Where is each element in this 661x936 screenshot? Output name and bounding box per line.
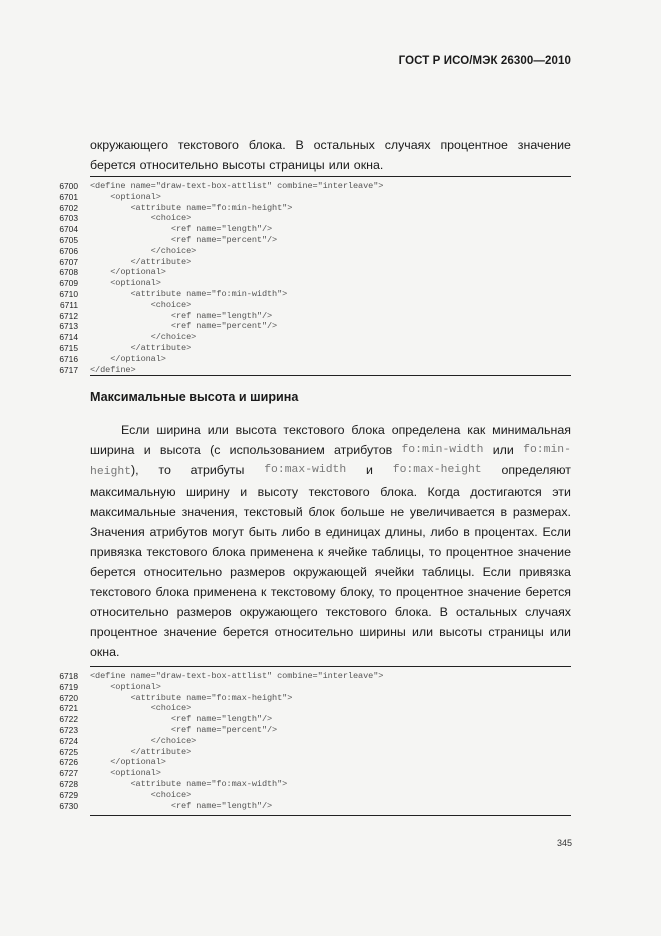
code-line	[52, 768, 572, 779]
word: в	[463, 525, 470, 539]
word: ячейки	[374, 565, 415, 579]
text-line	[90, 460, 571, 482]
intro-paragraph	[90, 135, 571, 175]
code-top-rule-2	[90, 666, 571, 667]
line-number: 6714	[59, 332, 78, 343]
line-number: 6712	[59, 310, 78, 321]
text-line	[90, 562, 571, 582]
word: значение	[517, 545, 571, 559]
word: применена	[249, 545, 314, 559]
word: блока.	[380, 485, 418, 499]
word: относительно	[139, 158, 219, 172]
code-text: </choice>	[90, 735, 197, 746]
word: берется	[90, 565, 136, 579]
code-line	[52, 714, 572, 725]
body-paragraph	[90, 420, 571, 662]
code-line	[52, 311, 572, 322]
word: ширина	[156, 423, 201, 437]
line-number: 6720	[59, 692, 78, 703]
code-text: </attribute>	[90, 256, 192, 267]
word: и	[240, 485, 248, 499]
word: текстовый	[243, 505, 303, 519]
text-line	[90, 622, 571, 642]
word: атрибуты	[190, 463, 245, 477]
word: окружающего	[90, 138, 168, 152]
line-number: 6707	[59, 256, 78, 267]
word: значение	[467, 585, 521, 599]
word: ячейке	[327, 545, 368, 559]
word: и	[366, 463, 373, 477]
word: текстового	[177, 138, 239, 152]
code-text: </optional>	[90, 757, 166, 768]
code-line	[52, 257, 572, 268]
code-text: </optional>	[90, 267, 166, 278]
code-line	[52, 203, 572, 214]
line-number: 6709	[59, 278, 78, 289]
word: ширина	[90, 443, 135, 457]
word: блоку,	[339, 585, 375, 599]
word: (с	[210, 443, 221, 457]
word: в	[500, 505, 508, 519]
line-number: 6703	[59, 213, 78, 224]
code-line	[52, 278, 572, 289]
line-number: 6726	[59, 757, 78, 768]
code-line	[52, 671, 572, 682]
code-bottom-rule-2	[90, 815, 571, 816]
code-text: </optional>	[90, 353, 166, 364]
word: высоты	[439, 625, 483, 639]
word: Если	[482, 565, 512, 579]
word: height),	[90, 463, 139, 478]
word: процентах.	[474, 525, 538, 539]
word: блока	[212, 545, 246, 559]
word: привязка	[518, 565, 571, 579]
word: ширины	[359, 625, 406, 639]
code-text: <define name="draw-text-box-attlist" combine="interleave">	[90, 671, 384, 681]
line-number: 6719	[59, 681, 78, 692]
line-number: 6721	[59, 703, 78, 714]
code-text: </define>	[90, 364, 136, 375]
code-line	[52, 213, 572, 224]
code-text: <ref name="length"/>	[90, 310, 273, 321]
word: относительно	[143, 565, 223, 579]
word: размерах.	[512, 505, 571, 519]
word: то	[379, 585, 392, 599]
code-text: <ref name="length"/>	[90, 800, 273, 811]
word: или	[411, 625, 434, 639]
word: увеличивается	[409, 505, 495, 519]
line-number: 6730	[59, 800, 78, 811]
word: процентное	[440, 138, 508, 152]
code-line	[52, 747, 572, 758]
code-line	[52, 736, 572, 747]
word: к	[261, 585, 267, 599]
word: атрибутов	[334, 443, 393, 457]
text-line	[90, 135, 571, 155]
code-line	[52, 192, 572, 203]
word: таблицы,	[371, 545, 425, 559]
word: блока	[351, 423, 385, 437]
word: берется	[90, 158, 136, 172]
text-line	[90, 440, 571, 460]
word: привязка	[90, 545, 142, 559]
line-number: 6711	[59, 299, 78, 310]
word: текстового	[325, 605, 387, 619]
word: высота	[235, 423, 277, 437]
line-number: 6722	[59, 714, 78, 725]
code-line	[52, 703, 572, 714]
text-line	[90, 420, 571, 440]
word: значение	[163, 625, 217, 639]
code-line	[52, 332, 572, 343]
word: ширину	[186, 485, 230, 499]
word: длины,	[385, 525, 426, 539]
code-text: <choice>	[90, 213, 192, 224]
code-text: </attribute>	[90, 746, 192, 757]
word: значения,	[181, 505, 238, 519]
word: высота	[159, 443, 201, 457]
code-text: <choice>	[90, 703, 192, 714]
word: случаях	[384, 138, 431, 152]
line-number: 6718	[59, 671, 78, 681]
word: относительно	[274, 625, 354, 639]
code-text: <attribute name="fo:max-height">	[90, 692, 293, 703]
word: значение	[517, 138, 571, 152]
code-line	[52, 790, 572, 801]
word: текстового	[308, 485, 370, 499]
line-number: 6728	[59, 778, 78, 789]
code-line	[52, 801, 572, 812]
word: Если	[542, 525, 571, 539]
word: остальных	[313, 138, 375, 152]
code-block-1	[52, 181, 572, 375]
code-line	[52, 365, 572, 376]
line-number: 6723	[59, 724, 78, 735]
word: или	[328, 158, 350, 172]
word: единицах	[325, 525, 381, 539]
line-number: 6702	[59, 202, 78, 213]
word: fo:max-width	[264, 464, 347, 476]
text-line	[90, 155, 571, 175]
word: окна.	[353, 158, 384, 172]
word: определяют	[501, 463, 571, 477]
word: размеров	[176, 605, 232, 619]
code-top-rule	[90, 176, 571, 177]
code-line	[52, 224, 572, 235]
text-line	[90, 482, 571, 502]
line-number: 6708	[59, 267, 78, 278]
word: процентное	[90, 625, 158, 639]
text-line	[90, 642, 571, 662]
code-text: <ref name="percent"/>	[90, 234, 278, 245]
text-line	[90, 582, 571, 602]
code-text: </choice>	[90, 245, 197, 256]
word: блока.	[394, 605, 432, 619]
word: fo:min-width	[401, 444, 484, 456]
code-text: </choice>	[90, 332, 197, 343]
code-text: <ref name="percent"/>	[90, 321, 278, 332]
text-line	[90, 502, 571, 522]
word: применена	[193, 585, 257, 599]
code-text: <choice>	[90, 299, 192, 310]
code-block-2	[52, 671, 572, 811]
line-number: 6729	[59, 789, 78, 800]
word: блок	[308, 505, 335, 519]
code-line	[52, 289, 572, 300]
text-line	[90, 602, 571, 622]
code-text: <choice>	[90, 789, 192, 800]
word: и	[143, 443, 151, 457]
word: текстового	[146, 545, 208, 559]
text-line	[90, 522, 571, 542]
word: либо	[430, 525, 459, 539]
word: минимальная	[492, 423, 571, 437]
code-text: <define name="draw-text-box-attlist" combine="interleave">	[90, 181, 384, 191]
word: окружающей	[293, 565, 367, 579]
line-number: 6700	[59, 181, 78, 191]
code-line	[52, 343, 572, 354]
code-text: <attribute name="fo:max-width">	[90, 778, 288, 789]
word: больше	[340, 505, 385, 519]
word: процентное	[395, 585, 464, 599]
word: могут	[212, 525, 245, 539]
code-text: <optional>	[90, 681, 161, 692]
word: В	[295, 138, 304, 152]
word: текстовому	[270, 585, 336, 599]
line-number: 6706	[59, 245, 78, 256]
line-number: 6717	[59, 364, 78, 375]
code-text: </attribute>	[90, 342, 192, 353]
line-number: 6705	[59, 234, 78, 245]
word: к	[317, 545, 324, 559]
document-header: ГОСТ Р ИСО/МЭК 26300—2010	[398, 55, 571, 67]
code-text: <attribute name="fo:min-width">	[90, 288, 288, 299]
code-line	[52, 757, 572, 768]
code-text: <optional>	[90, 191, 161, 202]
word: берется	[222, 625, 269, 639]
word: страницы	[488, 625, 544, 639]
word: окна.	[90, 645, 120, 659]
code-line	[52, 725, 572, 736]
word: fo:max-height	[392, 464, 482, 476]
word: или	[207, 423, 229, 437]
line-number: 6713	[59, 321, 78, 332]
word: В	[439, 605, 448, 619]
line-number: 6710	[59, 288, 78, 299]
line-number: 6701	[59, 191, 78, 202]
line-number: 6715	[59, 342, 78, 353]
word: высоту	[257, 485, 299, 499]
word: остальных	[455, 605, 518, 619]
text-line	[90, 542, 571, 562]
word: размеров	[230, 565, 286, 579]
word: достигаются	[470, 485, 542, 499]
word: относительно	[90, 605, 169, 619]
word: не	[390, 505, 405, 519]
code-line	[52, 321, 572, 332]
word: Когда	[427, 485, 460, 499]
line-number: 6727	[59, 768, 78, 779]
code-line	[52, 300, 572, 311]
word: определена	[391, 423, 461, 437]
page-number: 345	[557, 838, 573, 848]
code-line	[52, 354, 572, 365]
code-text: <ref name="length"/>	[90, 714, 273, 725]
word: быть	[248, 525, 277, 539]
word: берется	[525, 585, 571, 599]
word: атрибутов	[149, 525, 208, 539]
word: блока	[155, 585, 189, 599]
word: или	[549, 625, 571, 639]
word: текстового	[283, 423, 345, 437]
word: fo:min-	[523, 444, 571, 456]
word: эти	[552, 485, 571, 499]
word: максимальную	[90, 485, 176, 499]
word: Если	[121, 423, 150, 437]
word: использованием	[229, 443, 325, 457]
code-text: <ref name="length"/>	[90, 224, 273, 235]
word: окружающего	[239, 605, 318, 619]
line-number: 6704	[59, 224, 78, 235]
word: то	[428, 545, 442, 559]
word: процентное	[445, 545, 514, 559]
code-line	[52, 682, 572, 693]
line-number: 6725	[59, 746, 78, 757]
word: случаях	[525, 605, 571, 619]
code-line	[52, 246, 572, 257]
code-line	[52, 267, 572, 278]
line-number: 6716	[59, 353, 78, 364]
code-bottom-rule	[90, 375, 571, 376]
word: таблицы.	[422, 565, 475, 579]
word: максимальные	[90, 505, 176, 519]
word: либо	[281, 525, 310, 539]
word: в	[314, 525, 322, 539]
code-line	[52, 693, 572, 704]
code-text: <optional>	[90, 768, 161, 779]
section-heading: Максимальные высота и ширина	[90, 390, 299, 404]
word: или	[492, 443, 514, 457]
word: текстового	[90, 585, 152, 599]
word: то	[158, 463, 171, 477]
word: как	[467, 423, 486, 437]
line-number: 6724	[59, 735, 78, 746]
code-text: <optional>	[90, 278, 161, 289]
word: высоты	[222, 158, 266, 172]
code-line	[52, 181, 572, 192]
word: Значения	[90, 525, 145, 539]
code-line	[52, 779, 572, 790]
word: блока.	[248, 138, 286, 152]
code-text: <ref name="percent"/>	[90, 724, 278, 735]
code-text: <attribute name="fo:min-height">	[90, 202, 293, 213]
word: страницы	[269, 158, 325, 172]
code-line	[52, 235, 572, 246]
